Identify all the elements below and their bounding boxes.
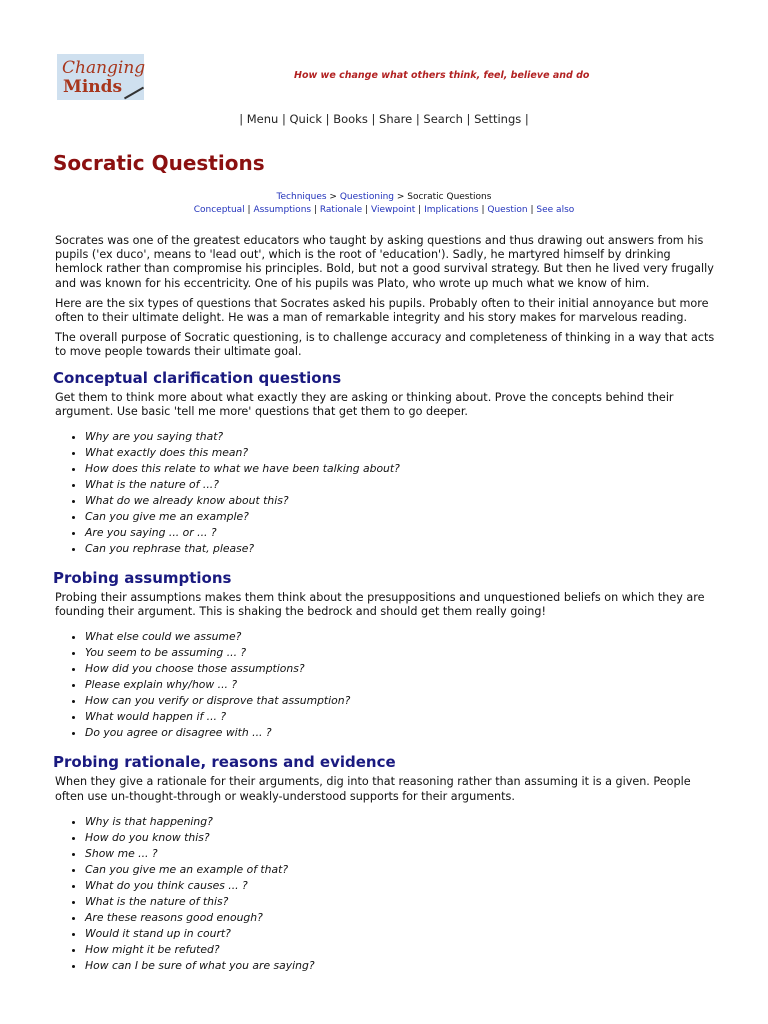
- nav-search[interactable]: Search: [423, 112, 463, 126]
- section-heading: Probing assumptions: [53, 569, 232, 588]
- question-list: [55, 429, 720, 557]
- section-text: When they give a rationale for their arguments, dig into that reasoning rather than assuming it is a given. People often use un-thought-through or weakly-understood supports for their arguments.: [55, 775, 691, 803]
- section-text: Get them to think more about what exactly they are asking or thinking about. Prove the concepts behind their argument. Use basic 'tell me more' questions that get them to go deeper.: [55, 390, 674, 418]
- question-item: • Show me ... ?: [85, 846, 720, 862]
- question-item: • What is the nature of ...?: [85, 477, 720, 493]
- question-item: • How can I be sure of what you are saying?: [85, 958, 720, 974]
- question-item: • Are these reasons good enough?: [85, 910, 720, 926]
- section-link-viewpoint[interactable]: Viewpoint: [371, 205, 416, 215]
- tagline: How we change what others think, feel, believe and do: [294, 70, 590, 81]
- nav-share[interactable]: Share: [379, 112, 413, 126]
- section-link-assumptions[interactable]: Assumptions: [253, 205, 312, 215]
- question-item: • Can you rephrase that, please?: [85, 541, 720, 557]
- top-nav: | Menu | Quick | Books | Share | Search | Settings |: [239, 112, 529, 126]
- intro-paragraph: The overall purpose of Socratic questioning, is to challenge accuracy and completeness of thinking in a way that acts to move people towards their ultimate goal.: [55, 331, 715, 359]
- question-item: • What do we already know about this?: [85, 493, 720, 509]
- question-item: • Would it stand up in court?: [85, 926, 720, 942]
- question-item: • Can you give me an example?: [85, 509, 720, 525]
- intro-paragraph: Socrates was one of the greatest educators who taught by asking questions and thus drawing out answers from his pupils ('ex duco', means to 'lead out', which is the root of 'education'). Sadly, he martyred himself by drinking hemlock rather than compromise his principles. Bold, but not a good survival strategy. But then he lived very frugally and was known for his eccentricity. One of his pupils was Plato, who wrote up much what we know of him.: [55, 234, 714, 290]
- nav-settings[interactable]: Settings: [474, 112, 522, 126]
- question-item: • What would happen if ... ?: [85, 709, 720, 725]
- section-heading: Probing rationale, reasons and evidence: [53, 753, 396, 772]
- logo-text: Minds: [63, 77, 123, 97]
- question-item: • How can you verify or disprove that assumption?: [85, 693, 720, 709]
- question-item: • Are you saying ... or ... ?: [85, 525, 720, 541]
- question-item: • How do you know this?: [85, 830, 720, 846]
- question-list: [55, 629, 720, 741]
- question-item: • What exactly does this mean?: [85, 445, 720, 461]
- breadcrumb-current: Socratic Questions: [407, 192, 492, 202]
- intro-paragraph: Here are the six types of questions that Socrates asked his pupils. Probably often to their initial annoyance but more often to their ultimate delight. He was a man of remarkable integrity and his story makes for marvelous reading.: [55, 296, 709, 325]
- logo-text: Changing: [62, 58, 146, 78]
- question-item: • How does this relate to what we have been talking about?: [85, 461, 720, 477]
- section-text: Probing their assumptions makes them think about the presuppositions and unquestioned beliefs on which they are founding their argument. This is shaking the bedrock and should get them really going!: [55, 591, 705, 619]
- page-title: Socratic Questions: [53, 151, 265, 175]
- section-link-implications[interactable]: Implications: [424, 205, 479, 215]
- question-item: • What do you think causes ... ?: [85, 878, 720, 894]
- question-item: • Do you agree or disagree with ... ?: [85, 725, 720, 741]
- question-item: • Why are you saying that?: [85, 429, 720, 445]
- section-link-question[interactable]: Question: [487, 205, 528, 215]
- pen-icon: [124, 87, 144, 100]
- question-list: [55, 814, 720, 974]
- question-item: • What is the nature of this?: [85, 894, 720, 910]
- section-heading: Conceptual clarification questions: [53, 368, 342, 387]
- section-link-conceptual[interactable]: Conceptual: [193, 205, 245, 215]
- question-item: • What else could we assume?: [85, 629, 720, 645]
- section-link-rationale[interactable]: Rationale: [319, 205, 363, 215]
- article: [55, 234, 720, 986]
- nav-menu[interactable]: Menu: [246, 112, 279, 126]
- site-logo[interactable]: [57, 54, 144, 100]
- nav-books[interactable]: Books: [333, 112, 368, 126]
- breadcrumb-techniques[interactable]: Techniques: [276, 192, 327, 202]
- breadcrumb: Techniques > Questioning > Socratic Questions Conceptual | Assumptions | Rationale | Viewpoint | Implications | Question | See also: [0, 191, 768, 217]
- breadcrumb-questioning[interactable]: Questioning: [339, 192, 394, 202]
- section-links: Conceptual | Assumptions | Rationale | Viewpoint | Implications | Question | See also: [193, 205, 575, 215]
- question-item: • Please explain why/how ... ?: [85, 677, 720, 693]
- question-item: • How did you choose those assumptions?: [85, 661, 720, 677]
- question-item: • Why is that happening?: [85, 814, 720, 830]
- nav-quick[interactable]: Quick: [289, 112, 323, 126]
- question-item: • How might it be refuted?: [85, 942, 720, 958]
- section-link-see-also[interactable]: See also: [536, 205, 575, 215]
- question-item: • Can you give me an example of that?: [85, 862, 720, 878]
- question-item: • You seem to be assuming ... ?: [85, 645, 720, 661]
